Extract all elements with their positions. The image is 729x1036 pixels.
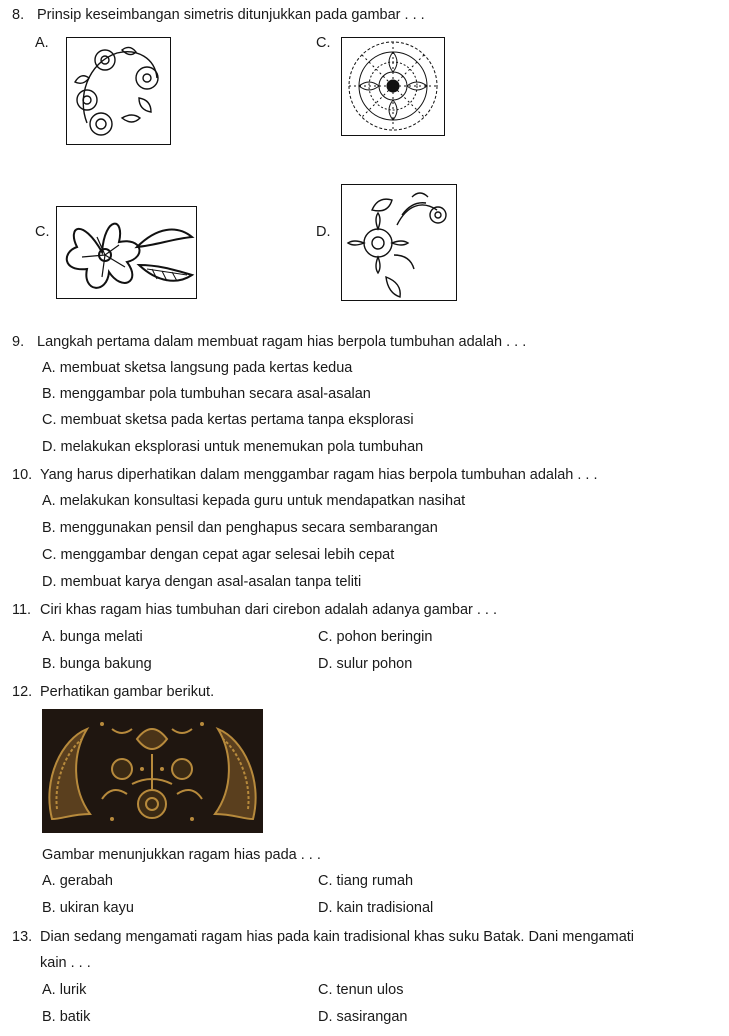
- q9-option-c: C. membuat sketsa pada kertas pertama tanpa eksplorasi: [42, 412, 414, 428]
- q13-option-a: A. lurik: [42, 982, 87, 998]
- q13-option-c: C. tenun ulos: [318, 982, 404, 998]
- q9-question: Langkah pertama dalam membuat ragam hias berpola tumbuhan adalah . . .: [37, 334, 527, 350]
- q12-option-c: C. tiang rumah: [318, 873, 414, 889]
- q10-number: 10.: [12, 467, 33, 483]
- q10-question: Yang harus diperhatikan dalam menggambar ragam hias berpola tumbuhan adalah . . .: [40, 467, 598, 483]
- q13-question-line2: kain . . .: [40, 955, 91, 971]
- q10-option-d: D. membuat karya dengan asal-asalan tanpa teliti: [42, 574, 362, 590]
- q11-option-a: A. bunga melati: [42, 629, 143, 645]
- q13-number: 13.: [12, 929, 33, 945]
- q12-option-a: A. gerabah: [42, 873, 113, 889]
- q12-caption: Gambar menunjukkan ragam hias pada . . .: [42, 847, 321, 863]
- q8-image-a-floral-wreath: [66, 37, 171, 145]
- q9-option-b: B. menggambar pola tumbuhan secara asal-asalan: [42, 386, 371, 402]
- q13-option-b: B. batik: [42, 1009, 91, 1025]
- q10-option-c: C. menggambar dengan cepat agar selesai lebih cepat: [42, 547, 395, 563]
- q8-question: Prinsip keseimbangan simetris ditunjukkan pada gambar . . .: [37, 7, 425, 23]
- q11-question: Ciri khas ragam hias tumbuhan dari cirebon adalah adanya gambar . . .: [40, 602, 498, 618]
- q11-option-c: C. pohon beringin: [318, 629, 433, 645]
- q12-option-b: B. ukiran kayu: [42, 900, 134, 916]
- q10-option-b: B. menggunakan pensil dan penghapus secara sembarangan: [42, 520, 438, 536]
- q9-option-d: D. melakukan eksplorasi untuk menemukan pola tumbuhan: [42, 439, 424, 455]
- q9-number: 9.: [12, 334, 25, 350]
- q8-label-d: D.: [316, 224, 331, 240]
- q12-batik-image: [42, 709, 263, 833]
- q8-image-d-floral-ornament: [341, 184, 457, 301]
- q11-option-b: B. bunga bakung: [42, 656, 152, 672]
- q12-question: Perhatikan gambar berikut.: [40, 684, 215, 700]
- q12-number: 12.: [12, 684, 33, 700]
- q8-label-c-top: C.: [316, 35, 331, 51]
- q8-image-c-flower: [56, 206, 197, 299]
- q8-image-c-mandala: [341, 37, 445, 136]
- q9-option-a: A. membuat sketsa langsung pada kertas kedua: [42, 360, 353, 376]
- q11-number: 11.: [12, 602, 32, 618]
- q13-option-d: D. sasirangan: [318, 1009, 408, 1025]
- q12-option-d: D. kain tradisional: [318, 900, 434, 916]
- q13-question-line1: Dian sedang mengamati ragam hias pada kain tradisional khas suku Batak. Dani mengamati: [40, 929, 635, 945]
- q8-number: 8.: [12, 7, 25, 23]
- q10-option-a: A. melakukan konsultasi kepada guru untuk mendapatkan nasihat: [42, 493, 466, 509]
- q8-label-c: C.: [35, 224, 50, 240]
- q8-label-a: A.: [35, 35, 49, 51]
- q11-option-d: D. sulur pohon: [318, 656, 413, 672]
